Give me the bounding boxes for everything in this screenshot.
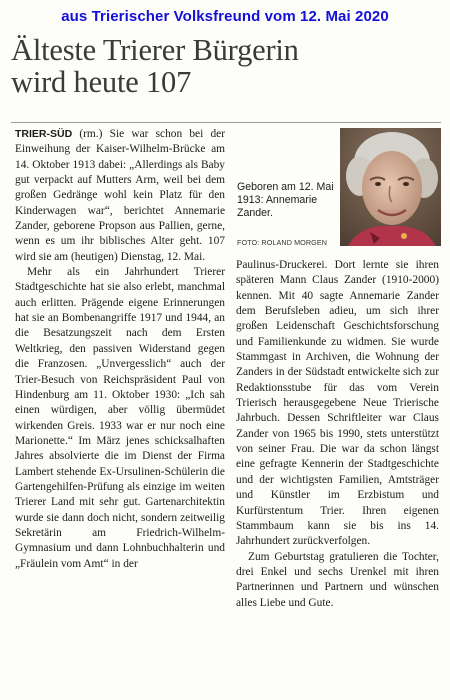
source-line: aus Trierischer Volksfreund vom 12. Mai 2020 — [61, 8, 389, 25]
article-paragraph-4: Zum Geburtstag gratulieren die Tochter, drei Enkel und sechs Urenkel mit ihren Partnerinnen und Partnern und wünschen alles Liebe und Gute. — [236, 550, 439, 609]
article-column-1 — [15, 127, 225, 572]
headline-divider — [11, 122, 441, 123]
headline-line-2: wird heute 107 — [11, 65, 192, 99]
headline-line-1: Älteste Trierer Bürgerin — [11, 33, 299, 67]
article-intro-text: (rm.) Sie war schon bei der Einweihung der Kaiser-Wilhelm-Brücke am 14. Oktober 1913 dabei: „Allerdings als Baby gut verpackt auf Mutters Arm, weil bei dem großen Gedränge wohl kein Platz für den Kinderwagen war“, berichtet Annemarie Zander, geborene Propson aus Pallien, gerne, wenn es um ihr biblisches Alter geht. 107 wird sie am (heutigen) Dienstag, 12. Mai. — [15, 128, 225, 263]
article-dateline: TRIER-SÜD — [15, 128, 73, 140]
portrait-image — [340, 128, 441, 246]
photo-caption: Geboren am 12. Mai 1913: Annemarie Zander. — [237, 181, 334, 219]
article-column-2 — [236, 258, 439, 611]
photo-credit: FOTO: ROLAND MORGEN — [237, 238, 328, 247]
article-intro-paragraph — [15, 127, 225, 265]
article-paragraph-2: Mehr als ein Jahrhundert Trierer Stadtgeschichte hat sie also erlebt, manchmal auch erlitten. Prägende eigene Erinnerungen hat sie an Bombenangriffe 1917 und 1944, an die Besatzungszeit nach dem Ersten Weltkrieg, den passiven Widerstand gegen die Franzosen. „Unvergesslich“ auch der Trier-Besuch von Reichspräsident Paul von Hindenburg am 11. Oktober 1930: „Ich sah einen würdigen, aber völlig übermüdet wirkenden Greis. 1933 war er nur noch eine Marionette.“ Im März jenes schicksalhaften Jahres absolvierte die im Dienst der Firma Lambert stehende Ex-Ursulinen-Schülerin die Gartengehilfen-Prüfung als einzige im weiten Trierer Land mit sehr gut. Gartenarchitektin wurde sie dann doch nicht, sondern zeitweilig Sekretärin am Friedrich-Wilhelm-Gymnasium und dann Lohnbuchhalterin und „Fräulein vom Amt“ in der — [15, 266, 225, 570]
article-headline — [11, 34, 441, 98]
article-paragraph-3: Paulinus-Druckerei. Dort lernte sie ihren späteren Mann Claus Zander (1910-2000) kennen. Mit 40 sagte Annemarie Zander dem Berufsleben adieu, um sich ihrer großen Leidenschaft Geschichtsforschung und Familienkunde zu widmen. Sie wurde Stammgast in Archiven, die Wohnung der Zanders in der Südstadt entwickelte sich zur Redaktionsstube für das vom Verein Trierisch herausgegebene Neue Trierische Jahrbuch. Dessen Schriftleiter war Claus Zander von 1965 bis 1990, stets unterstützt von seiner Frau. Die war da schon längst eine gefragte Kennerin der Stadtgeschichte und der wichtigsten Familien, Amtsträger und Künstler im Erzbistum und Kurfürstentum Trier. Ihren eigenen Stammbaum kann sie bis ins 14. Jahrhundert zurückverfolgen. — [236, 259, 439, 548]
portrait-photo — [340, 128, 441, 246]
